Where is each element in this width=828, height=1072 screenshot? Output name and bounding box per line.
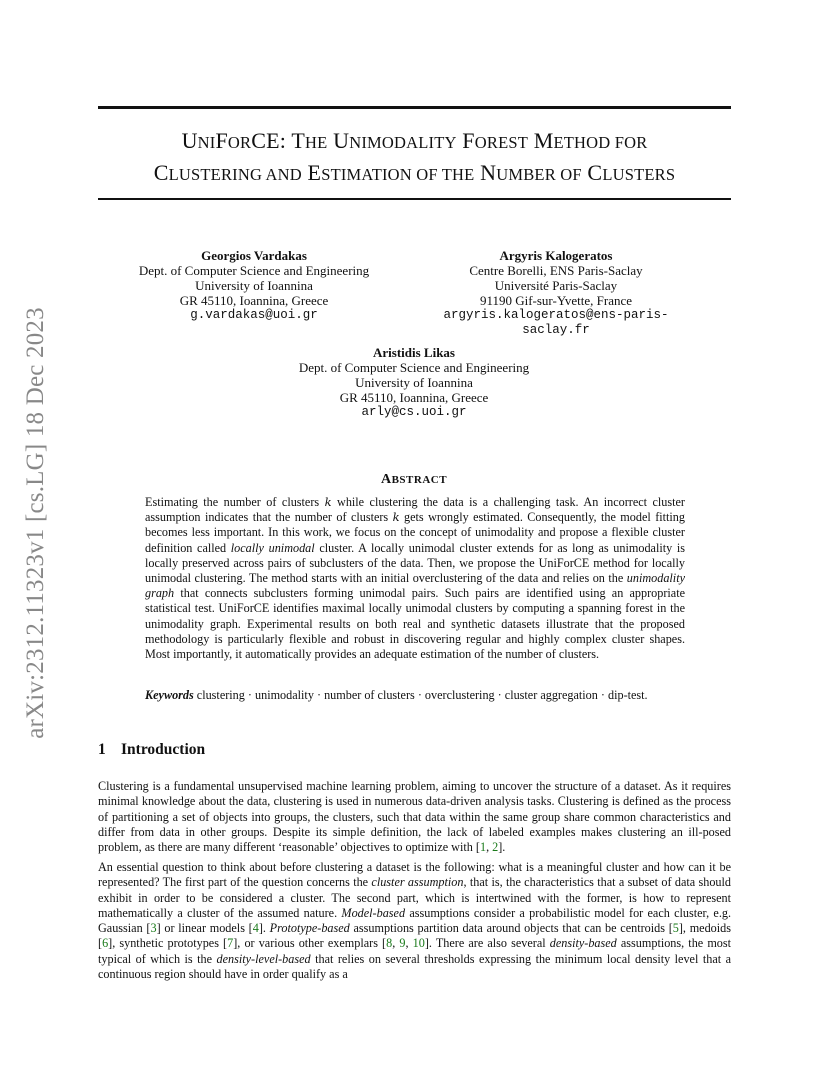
title-segment: F bbox=[456, 128, 475, 153]
citation-link[interactable]: 10 bbox=[412, 936, 425, 951]
author-affiliation: Dept. of Computer Science and Engineering bbox=[298, 360, 530, 375]
title-segment: NIMODALITY bbox=[349, 133, 457, 152]
abstract-heading-rest: BSTRACT bbox=[391, 474, 448, 486]
intro-paragraph-1 bbox=[98, 779, 731, 855]
title-line-2 bbox=[98, 158, 731, 190]
title-segment: LUSTERS bbox=[602, 165, 676, 184]
title-segment: U bbox=[327, 128, 350, 153]
text-run: that relies on several thresholds expressing the minimum local density level that a continuous region should have in order qualify as a bbox=[98, 951, 731, 982]
citation-link[interactable]: 2 bbox=[492, 840, 499, 855]
keywords bbox=[145, 688, 685, 703]
emphasized-text: density-level-based bbox=[216, 951, 311, 966]
title-segment: OREST bbox=[474, 133, 529, 152]
abstract-heading bbox=[0, 472, 828, 488]
author-affiliation: Dept. of Computer Science and Engineering bbox=[138, 263, 370, 278]
section-heading-introduction bbox=[98, 741, 205, 759]
citation-link[interactable]: 4 bbox=[252, 921, 259, 936]
math-symbol: k bbox=[392, 510, 400, 525]
text-run: cluster. A locally unimodal cluster extends for as long as unimodality is locally preserved across pairs of subclusters of the data. Then, we propose the UniForCE method for locally unimodal clustering. The method starts with an initial overclustering of the data and relies on the bbox=[145, 540, 685, 586]
title-segment: ETHOD FOR bbox=[553, 133, 648, 152]
text-run: , bbox=[486, 840, 493, 855]
author-affiliation: Université Paris-Saclay bbox=[494, 278, 618, 293]
title-segment: E bbox=[301, 160, 322, 185]
section-title: Introduction bbox=[121, 741, 206, 758]
title-segment: STIMATION OF THE bbox=[321, 165, 475, 184]
author-name: Georgios Vardakas bbox=[201, 248, 307, 263]
title-segment: N bbox=[474, 160, 497, 185]
emphasized-text: density-based bbox=[549, 936, 617, 951]
author-affiliation: GR 45110, Ioannina, Greece bbox=[339, 390, 489, 405]
emphasized-text: Model-based bbox=[341, 905, 406, 920]
text-run: An essential question to think about before clustering a dataset is the following: what is a meaningful cluster and how can it be represented? The first part of the question concerns the bbox=[98, 860, 731, 890]
text-run: that connects subclusters forming unimodal pairs. Such pairs are identified using an appropriate statistical test. UniForCE identifies maximal locally unimodal clusters by computing a spanning forest in the unimodality graph. Experimental results on both real and synthetic datasets illustrate that the proposed methodology is particularly flexible and robust in discovering regular and highly complex cluster shapes. Most importantly, it automatically provides an adequate estimation of the number of clusters. bbox=[145, 586, 685, 662]
intro-paragraph-2 bbox=[98, 860, 731, 982]
title-top-rule bbox=[98, 106, 731, 109]
title-segment: HE bbox=[305, 133, 328, 152]
math-symbol: k bbox=[324, 495, 332, 509]
author-block-1 bbox=[134, 248, 374, 323]
paper-title bbox=[98, 126, 731, 190]
text-run: , bbox=[392, 936, 400, 951]
text-run: ], medoids [ bbox=[98, 921, 731, 951]
text-run: , bbox=[405, 936, 413, 951]
keywords-list: clustering · unimodality · number of clusters · overclustering · cluster aggregation · dip-test. bbox=[193, 688, 648, 702]
citation-link[interactable]: 1 bbox=[479, 840, 487, 855]
title-segment: LUSTERING AND bbox=[168, 165, 302, 184]
author-email[interactable]: g.vardakas@uoi.gr bbox=[190, 308, 318, 322]
citation-link[interactable]: 8 bbox=[386, 936, 393, 951]
author-affiliation: University of Ioannina bbox=[195, 278, 313, 293]
text-run: gets wrongly estimated. Consequently, the model fitting becomes less important. In this work, we focus on the concept of unimodality and propose a flexible cluster definition called bbox=[145, 510, 685, 555]
title-segment: U bbox=[181, 128, 198, 153]
title-segment: CE: T bbox=[251, 128, 305, 153]
title-segment: F bbox=[215, 128, 228, 153]
text-run: ], synthetic prototypes [ bbox=[108, 936, 228, 951]
author-affiliation: GR 45110, Ioannina, Greece bbox=[179, 293, 329, 308]
title-segment: UMBER OF bbox=[496, 165, 582, 184]
text-run: ], or various other exemplars [ bbox=[233, 936, 387, 951]
text-run: Estimating the number of clusters bbox=[145, 495, 325, 509]
text-run: Clustering is a fundamental unsupervised machine learning problem, aiming to uncover the structure of a dataset. As it requires minimal knowledge about the data, clustering is used in numerous data-driven analysis tasks. Clustering is defined as the process of partitioning a set of objects into groups, the clusters, such that data within the same group share common characteristics and differ from data in other groups. Despite its simple definition, the lack of labeled examples makes clustering an ill-posed problem, as there are many different ‘reasonable’ objectives to optimize with [ bbox=[98, 779, 731, 855]
text-run: assumptions, the most typical of which is the bbox=[98, 936, 732, 966]
author-affiliation: University of Ioannina bbox=[355, 375, 473, 390]
title-segment: OR bbox=[227, 133, 252, 152]
author-block-3 bbox=[294, 345, 534, 420]
title-segment: C bbox=[581, 160, 603, 185]
section-number: 1 bbox=[98, 741, 106, 758]
author-name: Argyris Kalogeratos bbox=[499, 248, 613, 263]
arxiv-identifier: arXiv:2312.11323v1 [cs.LG] 18 Dec 2023 bbox=[22, 307, 49, 739]
author-name: Aristidis Likas bbox=[373, 345, 455, 360]
emphasized-text: locally unimodal bbox=[230, 540, 315, 555]
text-run: , that is, the characteristics that a subset of data should exhibit in order to be considered a cluster. The second part, which is intertwined with the former, is how to represent mathematically a cluster of the assumed nature. bbox=[98, 875, 731, 920]
title-line-1 bbox=[98, 126, 731, 158]
title-bottom-rule bbox=[98, 198, 731, 200]
author-affiliation: Centre Borelli, ENS Paris-Saclay bbox=[469, 263, 643, 278]
text-run: ]. There are also several bbox=[424, 936, 550, 951]
text-run: ] or linear models [ bbox=[156, 921, 253, 936]
keywords-label: Keywords bbox=[145, 688, 194, 702]
emphasized-text: unimodality graph bbox=[145, 571, 685, 601]
citation-link[interactable]: 3 bbox=[150, 921, 157, 936]
text-run: assumptions consider a probabilistic model for each cluster, e.g. Gaussian [ bbox=[98, 905, 732, 936]
text-run: ]. bbox=[498, 840, 506, 855]
arxiv-sidebar bbox=[19, 286, 53, 760]
citation-link[interactable]: 6 bbox=[102, 936, 109, 951]
text-run: while clustering the data is a challenging task. An incorrect cluster assumption indicates that the number of clusters bbox=[145, 495, 685, 525]
text-run: assumptions partition data around objects that can be centroids [ bbox=[349, 921, 673, 936]
author-affiliation: 91190 Gif-sur-Yvette, France bbox=[479, 293, 633, 308]
author-block-2 bbox=[412, 248, 700, 338]
author-email[interactable]: argyris.kalogeratos@ens-paris-saclay.fr bbox=[443, 308, 669, 337]
abstract-text bbox=[145, 495, 685, 662]
title-segment: NI bbox=[197, 133, 216, 152]
citation-link[interactable]: 9 bbox=[399, 936, 406, 951]
author-email[interactable]: arly@cs.uoi.gr bbox=[361, 405, 467, 419]
text-run: ]. bbox=[258, 921, 270, 936]
citation-link[interactable]: 5 bbox=[672, 921, 679, 936]
citation-link[interactable]: 7 bbox=[227, 936, 234, 951]
abstract-heading-initial: A bbox=[380, 472, 392, 487]
emphasized-text: cluster assumption bbox=[371, 875, 464, 890]
title-segment: C bbox=[153, 160, 169, 185]
emphasized-text: Prototype-based bbox=[269, 921, 350, 936]
title-segment: M bbox=[528, 128, 554, 153]
